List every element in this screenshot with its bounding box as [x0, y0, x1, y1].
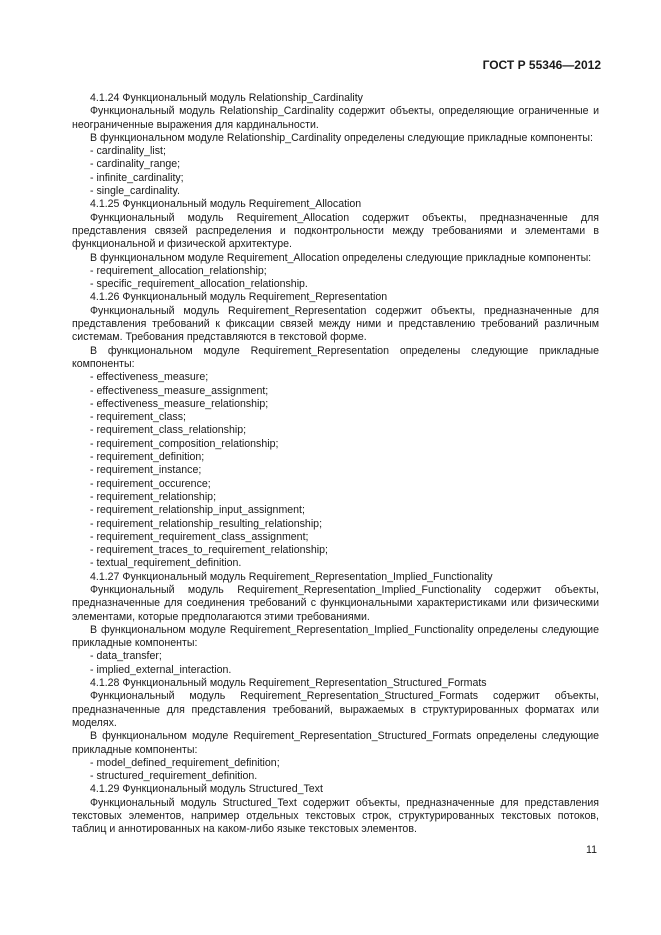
list-item: - cardinality_range;: [90, 158, 181, 171]
list-item: - requirement_class_relationship;: [90, 424, 247, 437]
list-item: - requirement_definition;: [90, 451, 205, 464]
document-body: [72, 92, 599, 837]
list-item: - requirement_allocation_relationship;: [90, 264, 267, 277]
list-item: - requirement_traces_to_requirement_relationship;: [90, 544, 328, 557]
paragraph: Функциональный модуль Requirement_Allocation содержит объекты, предназначенные для представления связей распределения и подконтрольности между требованиями и элементами в функциональной и физической архитектуре.: [72, 211, 599, 251]
list-item: - infinite_cardinality;: [90, 171, 184, 184]
list-item: - specific_requirement_allocation_relationship.: [90, 278, 308, 291]
paragraph: Функциональный модуль Requirement_Representation_Structured_Formats содержит объекты, предназначенные для представления требований, выражаемых в структурированных форматах или моделях.: [72, 690, 599, 729]
list-item: - requirement_requirement_class_assignment;: [90, 530, 309, 543]
list-item: - data_transfer;: [90, 650, 162, 663]
list-item: - effectiveness_measure_assignment;: [90, 384, 269, 397]
paragraph: Функциональный модуль Requirement_Representation содержит объекты, предназначенные для представления требований к фиксации связей между ними и представлению требований различным системам. Требования представляются в текстовой форме.: [72, 304, 599, 344]
list-item: - implied_external_interaction.: [90, 663, 232, 676]
section-heading: 4.1.25 Функциональный модуль Requirement_Allocation: [90, 198, 362, 211]
list-item: - cardinality_list;: [90, 145, 166, 158]
paragraph: Функциональный модуль Structured_Text содержит объекты, предназначенные для представления текстовых элементов, например отдельных текстовых строк, структурированных текстовых потоков, таблиц и аннотированных на каком-либо языке текстовых элементов.: [72, 796, 599, 836]
section-heading: 4.1.29 Функциональный модуль Structured_Text: [90, 783, 323, 796]
document-header: ГОСТ Р 55346—2012: [482, 58, 601, 72]
page-number: 11: [586, 844, 597, 856]
paragraph: В функциональном модуле Relationship_Cardinality определены следующие прикладные компоненты:: [90, 131, 593, 144]
list-item: - structured_requirement_definition.: [90, 770, 258, 783]
list-item: - requirement_composition_relationship;: [90, 437, 279, 450]
list-item: - effectiveness_measure_relationship;: [90, 397, 269, 410]
list-item: - requirement_relationship_input_assignment;: [90, 504, 305, 517]
paragraph: В функциональном модуле Requirement_Representation определены следующие прикладные компоненты:: [72, 344, 599, 370]
list-item: - requirement_instance;: [90, 464, 202, 477]
list-item: - requirement_class;: [90, 411, 186, 424]
list-item: - textual_requirement_definition.: [90, 557, 242, 570]
section-heading: 4.1.27 Функциональный модуль Requirement_Representation_Implied_Functionality: [90, 570, 493, 583]
list-item: - model_defined_requirement_definition;: [90, 756, 280, 769]
paragraph: В функциональном модуле Requirement_Representation_Implied_Functionality определены следующие прикладные компоненты:: [72, 623, 599, 650]
section-heading: 4.1.26 Функциональный модуль Requirement_Representation: [90, 291, 388, 304]
section-heading: 4.1.28 Функциональный модуль Requirement_Representation_Structured_Formats: [90, 677, 487, 690]
section-heading: 4.1.24 Функциональный модуль Relationship_Cardinality: [90, 92, 363, 104]
paragraph: В функциональном модуле Requirement_Representation_Structured_Formats определены следующие прикладные компоненты:: [72, 730, 599, 756]
list-item: - requirement_relationship;: [90, 490, 217, 503]
paragraph: В функциональном модуле Requirement_Allocation определены следующие прикладные компоненты:: [90, 251, 592, 264]
list-item: - requirement_occurence;: [90, 477, 211, 490]
list-item: - single_cardinality.: [90, 185, 180, 198]
list-item: - effectiveness_measure;: [90, 371, 209, 384]
list-item: - requirement_relationship_resulting_relationship;: [90, 517, 323, 530]
paragraph: Функциональный модуль Requirement_Representation_Implied_Functionality содержит объекты, предназначенные для соединения требований с функциональными характеристиками или физическими элементами, которые предполагаются этими требованиями.: [72, 583, 599, 623]
paragraph: Функциональный модуль Relationship_Cardinality содержит объекты, определяющие ограниченные и неограниченные выражения для кардинальности.: [72, 105, 599, 131]
